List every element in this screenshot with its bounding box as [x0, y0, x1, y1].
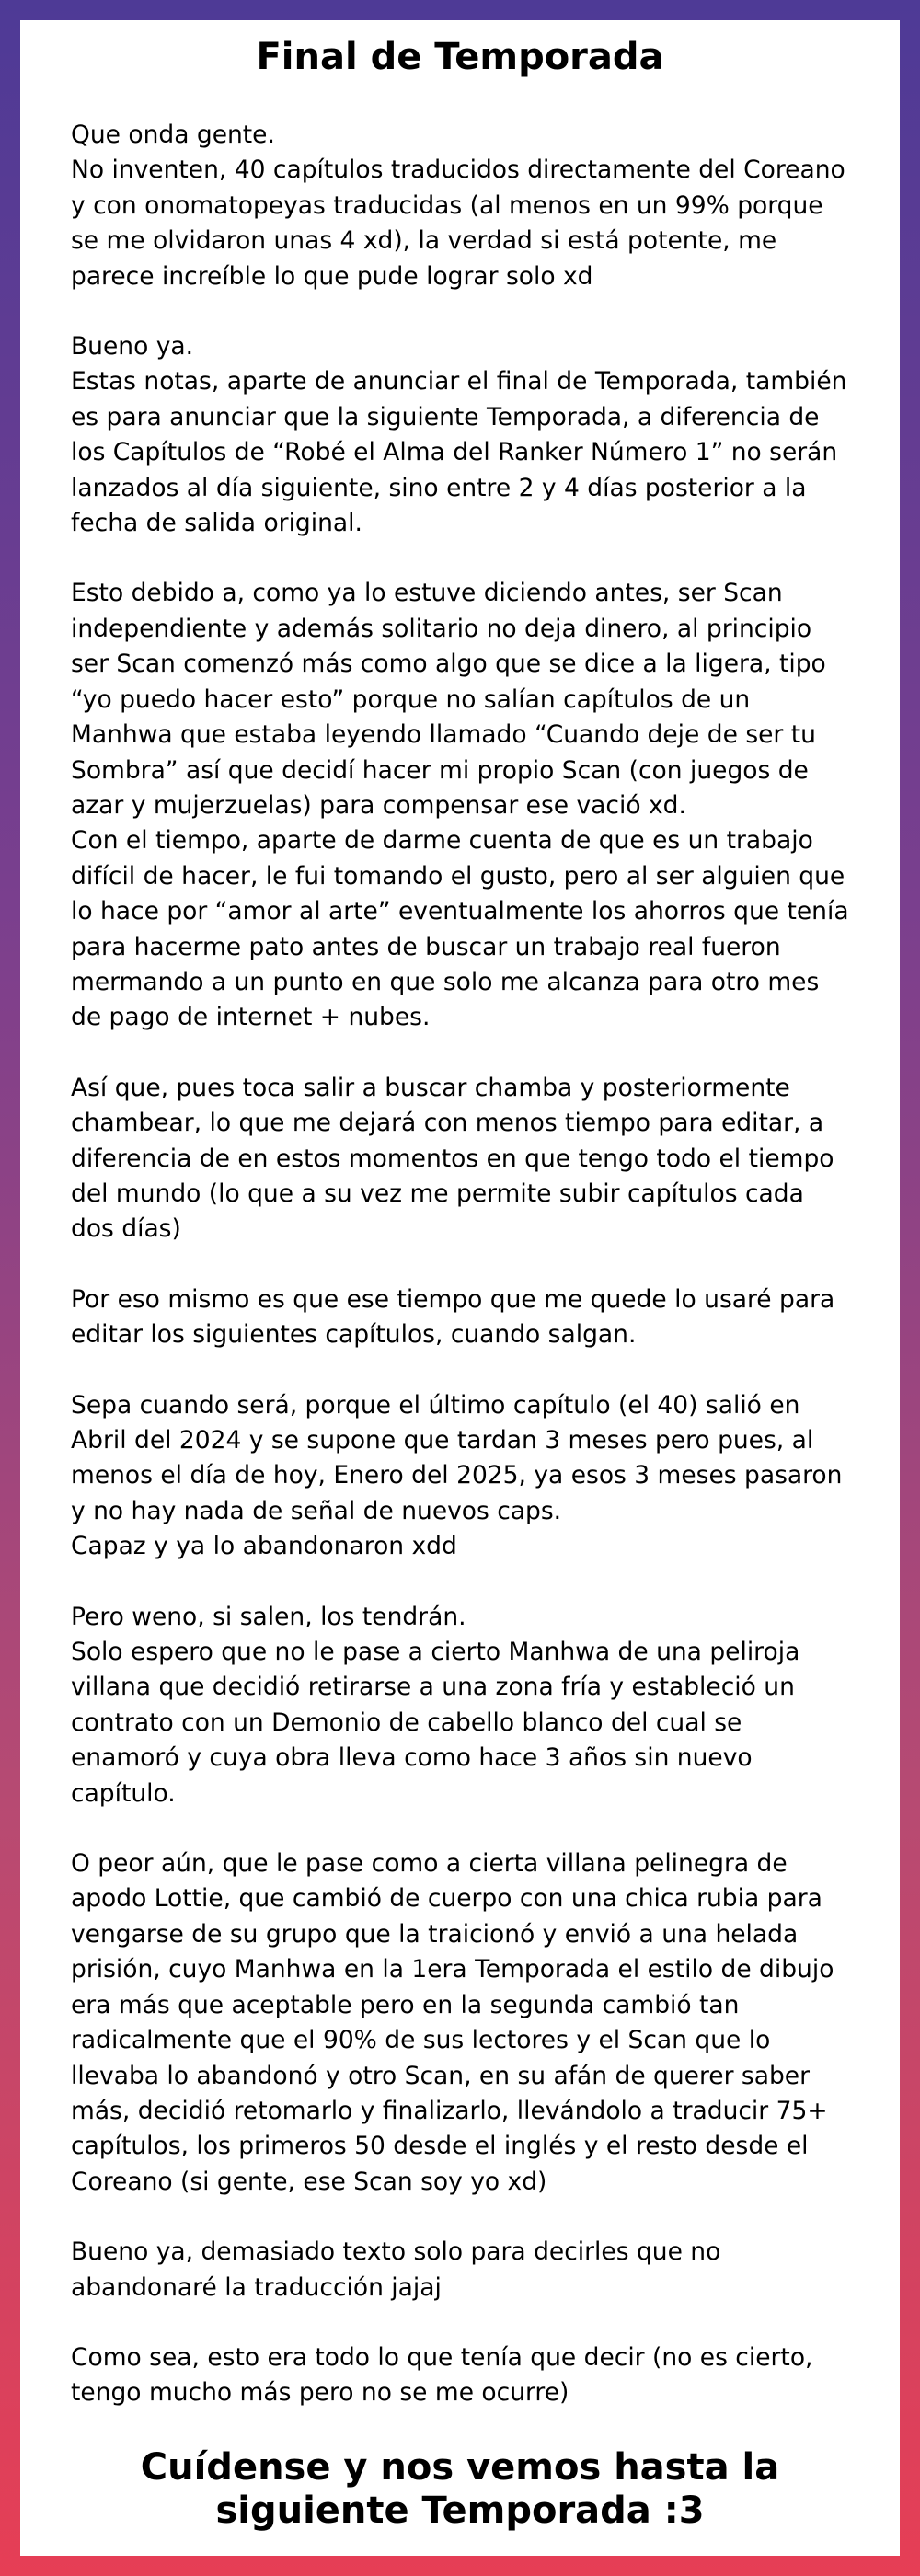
paragraph	[71, 1388, 849, 1565]
notes-body	[71, 118, 849, 2411]
paragraph-line: No inventen, 40 capítulos traducidos directamente del Coreano y con onomatopeyas traducidas (al menos en un 99% porque se me olvidaron unas 4 xd), la verdad si está potente, me parece increíble lo que pude lograr solo xd	[71, 155, 845, 291]
notes-page	[20, 20, 900, 2556]
paragraph-line: Que onda gente.	[71, 121, 275, 149]
paragraph	[71, 1282, 849, 1353]
paragraph-line: Estas notas, aparte de anunciar el final de Temporada, también es para anunciar que la siguiente Temporada, a diferencia de los Capítulos de “Robé el Alma del Ranker Número 1” no serán lanzados al día siguiente, sino entre 2 y 4 días posterior a la fecha de salida original.	[71, 367, 847, 538]
paragraph	[71, 1846, 849, 2200]
paragraph-line: Solo espero que no le pase a cierto Manhwa de una peliroja villana que decidió retirarse a una zona fría y estableció un contrato con un Demonio de cabello blanco del cual se enamoró y cuya obra lleva como hace 3 años sin nuevo capítulo.	[71, 1638, 800, 1808]
paragraph-line: Con el tiempo, aparte de darme cuenta de que es un trabajo difícil de hacer, le fui tomando el gusto, pero al ser alguien que lo hace por “amor al arte” eventualmente los ahorros que tenía para hacerme pato antes de buscar un trabajo real fueron mermando a un punto en que solo me alcanza para otro mes de pago de internet + nubes.	[71, 826, 849, 1032]
paragraph-line: Esto debido a, como ya lo estuve diciendo antes, ser Scan independiente y además solitario no deja dinero, al principio ser Scan comenzó más como algo que se dice a la ligera, tipo “yo puedo hacer esto” porque no salían capítulos de un Manhwa que estaba leyendo llamado “Cuando deje de ser tu Sombra” así que decidí hacer mi propio Scan (con juegos de azar y mujerzuelas) para compensar ese vació xd.	[71, 579, 826, 820]
paragraph	[71, 1071, 849, 1248]
paragraph-line: Sepa cuando será, porque el último capítulo (el 40) salió en Abril del 2024 y se supone que tardan 3 meses pero pues, al menos el día de hoy, Enero del 2025, ya esos 3 meses pasaron y no hay nada de señal de nuevos caps.	[71, 1390, 843, 1525]
paragraph-line: Pero weno, si salen, los tendrán.	[71, 1602, 466, 1631]
paragraph-line: O peor aún, que le pase como a cierta villana pelinegra de apodo Lottie, que cambió de cuerpo con una chica rubia para vengarse de su grupo que la traicionó y envió a una helada prisión, cuyo Manhwa en la 1era Temporada el estilo de dibujo era más que aceptable pero en la segunda cambió tan radicalmente que el 90% de sus lectores y el Scan que lo llevaba lo abandonó y otro Scan, en su afán de querer saber más, decidió retomarlo y finalizarlo, llevándolo a traducir 75+ capítulos, los primeros 50 desde el inglés y el resto desde el Coreano (si gente, ese Scan soy yo xd)	[71, 1849, 834, 2196]
paragraph	[71, 118, 849, 294]
paragraph	[71, 2340, 849, 2411]
page-title: Final de Temporada	[256, 36, 664, 78]
paragraph	[71, 576, 849, 1035]
paragraph	[71, 2235, 849, 2306]
paragraph-line: Capaz y ya lo abandonaron xdd	[71, 1532, 457, 1561]
paragraph-line: Por eso mismo es que ese tiempo que me quede lo usaré para editar los siguientes capítulos, cuando salgan.	[71, 1284, 835, 1350]
paragraph-line: Como sea, esto era todo lo que tenía que decir (no es cierto, tengo mucho más pero no se me ocurre)	[71, 2342, 813, 2408]
paragraph	[71, 329, 849, 541]
closing-message: Cuídense y nos vemos hasta la siguiente Temporada :3	[140, 2445, 780, 2532]
paragraph-line: Bueno ya, demasiado texto solo para decirles que no abandonaré la traducción jajaj	[71, 2237, 721, 2302]
paragraph-line: Así que, pues toca salir a buscar chamba y posteriormente chambear, lo que me dejará con menos tiempo para editar, a diferencia de en estos momentos en que tengo todo el tiempo del mundo (lo que a su vez me permite subir capítulos cada dos días)	[71, 1073, 834, 1244]
paragraph-line: Bueno ya.	[71, 332, 194, 362]
paragraph	[71, 1600, 849, 1811]
